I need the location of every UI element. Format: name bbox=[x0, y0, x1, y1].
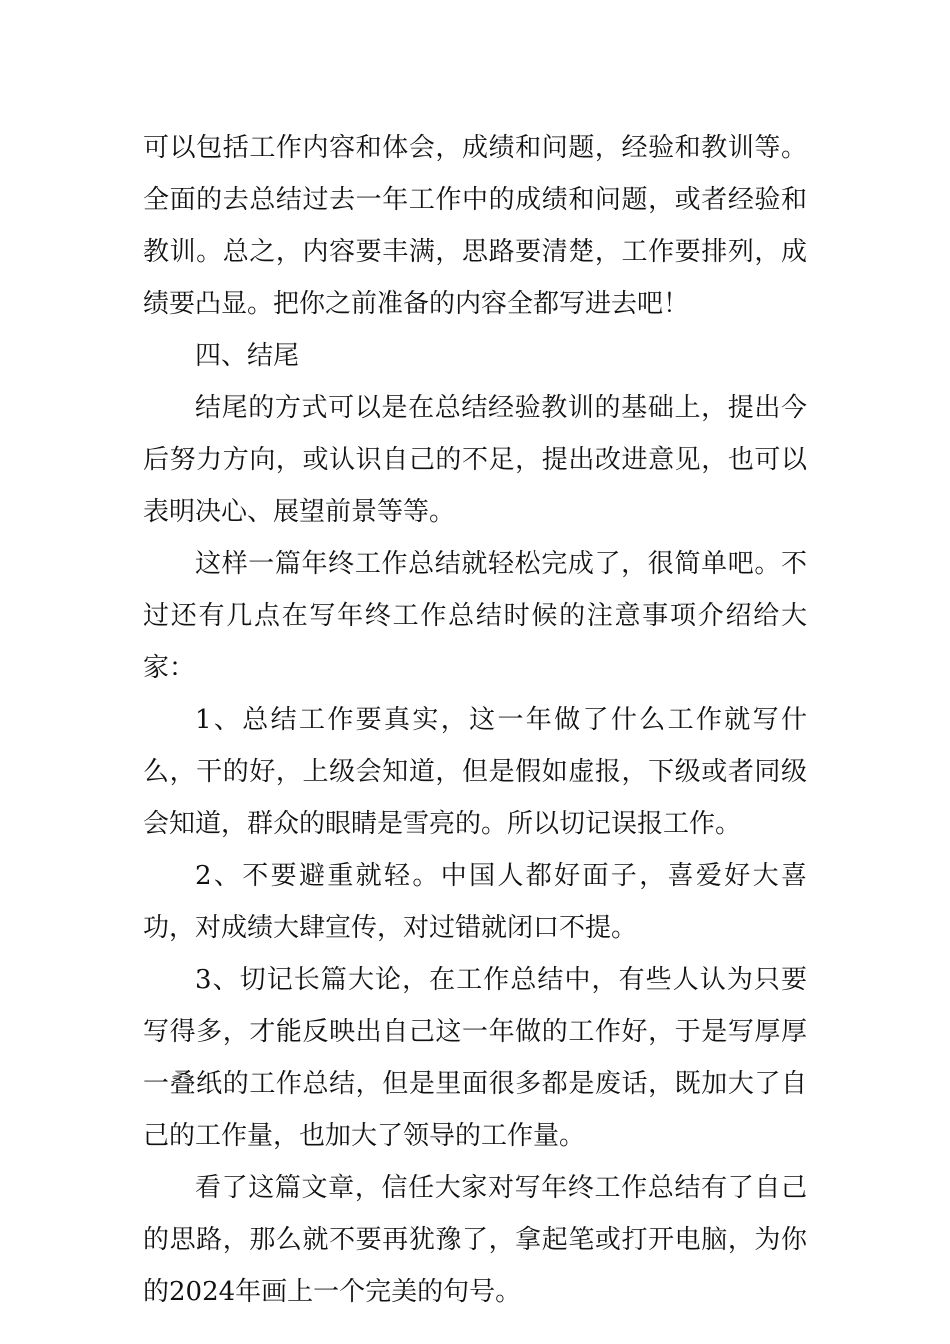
paragraph-notes-intro: 这样一篇年终工作总结就轻松完成了，很简单吧。不过还有几点在写年终工作总结时候的注意事项介绍给大家： bbox=[143, 549, 807, 683]
paragraph-conclusion: 看了这篇文章，信任大家对写年终工作总结有了自己的思路，那么就不要再犹豫了，拿起笔或打开电脑，为你的2024年画上一个完美的句号。 bbox=[143, 1173, 807, 1307]
paragraph-note-3: 3、切记长篇大论，在工作总结中，有些人认为只要写得多，才能反映出自己这一年做的工作好，于是写厚厚一叠纸的工作总结，但是里面很多都是废话，既加大了自己的工作量，也加大了领导的工作量。 bbox=[143, 965, 807, 1151]
document-body bbox=[143, 122, 807, 1318]
paragraph-ending-method: 结尾的方式可以是在总结经验教训的基础上，提出今后努力方向，或认识自己的不足，提出改进意见，也可以表明决心、展望前景等等。 bbox=[143, 393, 807, 527]
paragraph-note-2: 2、不要避重就轻。中国人都好面子，喜爱好大喜功，对成绩大肆宣传，对过错就闭口不提。 bbox=[143, 861, 807, 943]
paragraph-continuation: 可以包括工作内容和体会，成绩和问题，经验和教训等。全面的去总结过去一年工作中的成绩和问题，或者经验和教训。总之，内容要丰满，思路要清楚，工作要排列，成绩要凸显。把你之前准备的内容全都写进去吧！ bbox=[143, 133, 807, 319]
paragraph-note-1: 1、总结工作要真实，这一年做了什么工作就写什么，干的好，上级会知道，但是假如虚报，下级或者同级会知道，群众的眼睛是雪亮的。所以切记误报工作。 bbox=[143, 705, 807, 839]
section-heading-ending: 四、结尾 bbox=[195, 341, 300, 371]
